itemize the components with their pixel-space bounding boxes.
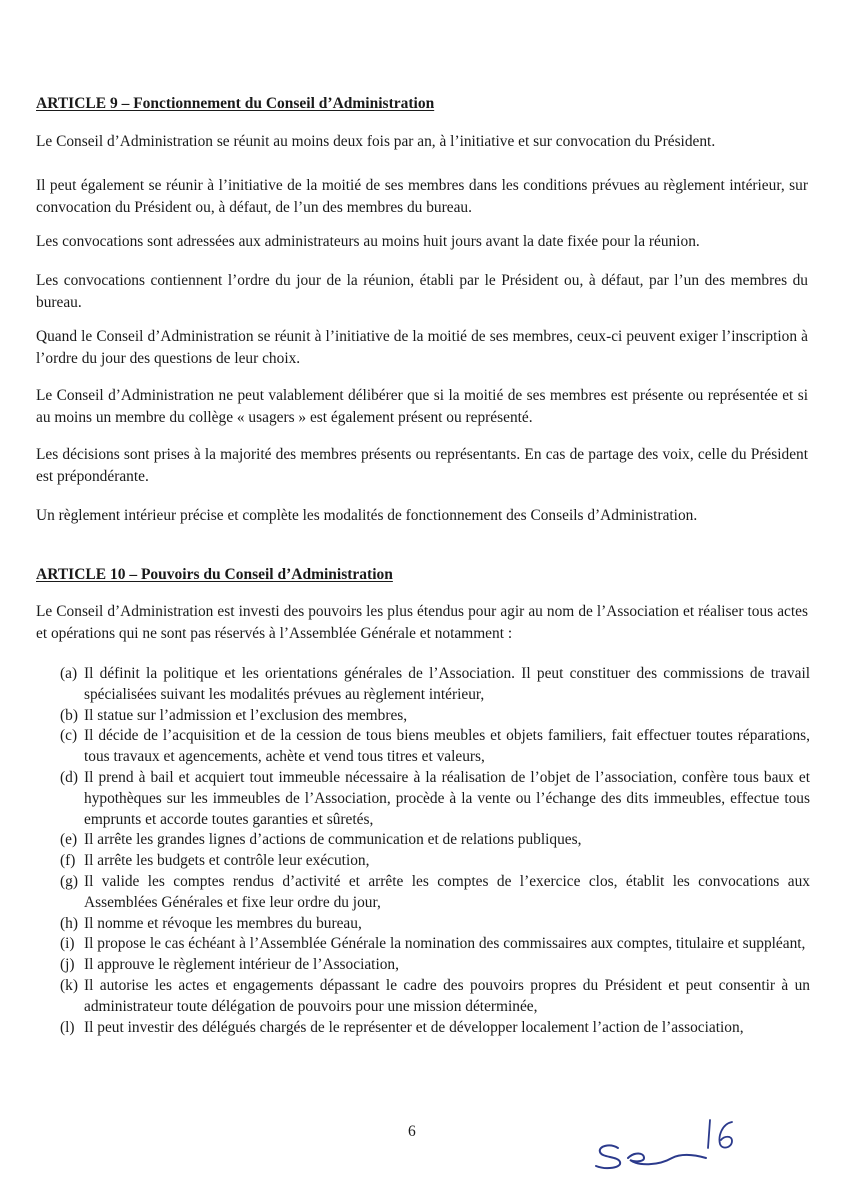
list-item bbox=[60, 976, 810, 1018]
list-marker: (h) bbox=[60, 914, 78, 932]
list-item-text: Il peut investir des délégués chargés de le représenter et de développer localement l’action de l’association, bbox=[84, 1018, 744, 1036]
article-9-paragraph-6: Le Conseil d’Administration ne peut valablement délibérer que si la moitié de ses membres est présente ou représentée et si au moins un membre du collège « usagers » est également présent ou représenté. bbox=[36, 387, 808, 426]
list-marker: (g) bbox=[60, 872, 78, 890]
list-marker: (a) bbox=[60, 665, 78, 682]
list-item-text: Il nomme et révoque les membres du bureau, bbox=[84, 914, 362, 932]
list-item bbox=[60, 768, 810, 830]
signature-flourish bbox=[628, 1154, 706, 1165]
list-marker: (i) bbox=[60, 935, 75, 953]
list-item-text: Il propose le cas échéant à l’Assemblée Générale la nomination des commissaires aux comptes, titulaire et suppléant, bbox=[84, 935, 806, 953]
article-9-paragraph-4: Les convocations contiennent l’ordre du jour de la réunion, établi par le Président ou, à défaut, par l’un des membres du bureau. bbox=[36, 272, 808, 311]
signature-initials bbox=[596, 1145, 620, 1168]
article-10-powers-list bbox=[60, 664, 810, 1038]
article-9-paragraph-2: Il peut également se réunir à l’initiative de la moitié de ses membres dans les conditions prévues au règlement intérieur, sur convocation du Président ou, à défaut, de l’un des membres du bureau. bbox=[36, 177, 808, 216]
list-item-text: Il approuve le règlement intérieur de l’Association, bbox=[84, 956, 399, 974]
list-item-text: Il statue sur l’admission et l’exclusion des membres, bbox=[84, 706, 408, 724]
list-item bbox=[60, 934, 810, 955]
list-item-text: Il arrête les budgets et contrôle leur exécution, bbox=[84, 852, 370, 870]
list-item-text: Il décide de l’acquisition et de la cession de tous biens meubles et objets familiers, fait effectuer toutes réparations, tous travaux et agencements, achète et vend tous titres et valeurs, bbox=[84, 727, 810, 766]
article-9-title: ARTICLE 9 – Fonctionnement du Conseil d’Administration bbox=[36, 95, 435, 112]
handwritten-number-one bbox=[708, 1120, 710, 1148]
article-9-paragraph-1: Le Conseil d’Administration se réunit au moins deux fois par an, à l’initiative et sur convocation du Président. bbox=[36, 133, 716, 150]
list-marker: (b) bbox=[60, 706, 78, 724]
list-item-text: Il prend à bail et acquiert tout immeuble nécessaire à la réalisation de l’objet de l’association, confère tous baux et hypothèques sur les immeubles de l’Association, procède à la vente ou l’échange des dits immeubles, effectue tous emprunts et accorde toutes garanties et sûretés, bbox=[84, 768, 810, 828]
article-9-paragraph-5: Quand le Conseil d’Administration se réunit à l’initiative de la moitié de ses membres, ceux-ci peuvent exiger l’inscription à l’ordre du jour des questions de leur choix. bbox=[36, 328, 808, 367]
list-item bbox=[60, 851, 810, 872]
list-item-text: Il autorise les actes et engagements dépassant le cadre des pouvoirs propres du Président et peut consentir à un administrateur toute délégation de pouvoirs pour une mission déterminée, bbox=[84, 976, 810, 1015]
list-marker: (c) bbox=[60, 727, 78, 745]
list-item bbox=[60, 1018, 810, 1039]
list-item bbox=[60, 955, 810, 976]
list-item bbox=[60, 664, 810, 706]
handwritten-signature bbox=[588, 1108, 758, 1178]
article-9-paragraph-3: Les convocations sont adressées aux administrateurs au moins huit jours avant la date fixée pour la réunion. bbox=[36, 233, 700, 250]
list-marker: (f) bbox=[60, 852, 76, 870]
list-item bbox=[60, 830, 810, 851]
article-9-paragraph-8: Un règlement intérieur précise et complète les modalités de fonctionnement des Conseils d’Administration. bbox=[36, 507, 698, 524]
list-item bbox=[60, 914, 810, 935]
list-item bbox=[60, 726, 810, 768]
article-10-intro: Le Conseil d’Administration est investi des pouvoirs les plus étendus pour agir au nom de l’Association et réaliser tous actes et opérations qui ne sont pas réservés à l’Assemblée Générale et notamment : bbox=[36, 603, 808, 642]
list-item bbox=[60, 706, 810, 727]
handwritten-number-six bbox=[720, 1122, 733, 1148]
list-item-text: Il valide les comptes rendus d’activité et arrête les comptes de l’exercice clos, établit les convocations aux Assemblées Générales et fixe leur ordre du jour, bbox=[84, 872, 810, 911]
list-marker: (j) bbox=[60, 956, 75, 974]
list-marker: (k) bbox=[60, 976, 78, 994]
list-marker: (e) bbox=[60, 831, 78, 849]
list-item bbox=[60, 872, 810, 914]
list-item-text: Il arrête les grandes lignes d’actions de communication et de relations publiques, bbox=[84, 831, 582, 849]
list-marker: (l) bbox=[60, 1018, 75, 1036]
list-item-text: Il définit la politique et les orientations générales de l’Association. Il peut constituer des commissions de travail spécialisées suivant les modalités prévues au règlement intérieur, bbox=[84, 665, 810, 703]
page-number: 6 bbox=[408, 1123, 416, 1140]
list-marker: (d) bbox=[60, 768, 78, 786]
article-9-paragraph-7: Les décisions sont prises à la majorité des membres présents ou représentants. En cas de partage des voix, celle du Président est prépondérante. bbox=[36, 446, 808, 485]
article-10-title: ARTICLE 10 – Pouvoirs du Conseil d’Administration bbox=[36, 566, 393, 583]
